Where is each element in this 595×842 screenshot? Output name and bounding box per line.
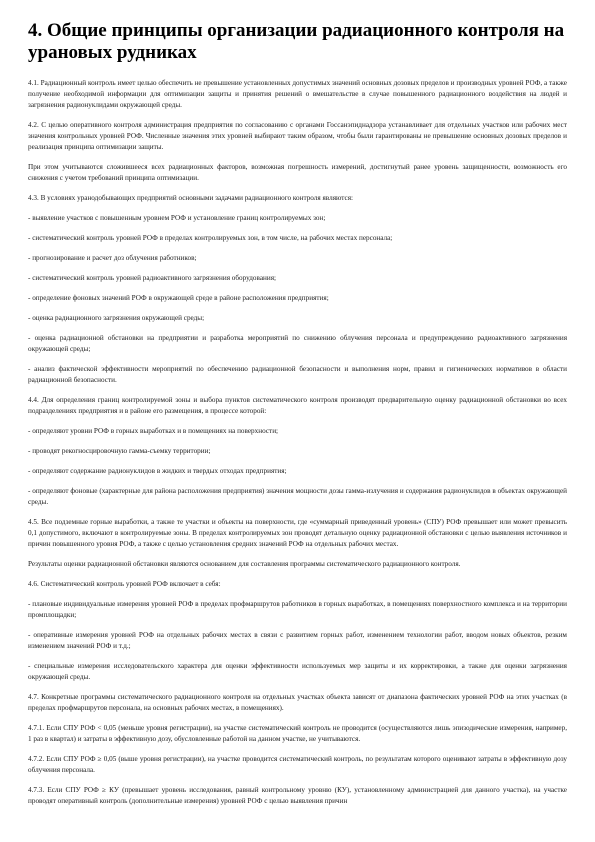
paragraph: 4.7.1. Если СПУ РОФ < 0,05 (меньше уровня регистрации), на участке систематический контроль не проводится (осуществляются лишь эпизодические измерения, например, 1 раз в квартал) и затраты в эффективную дозу, обусловленные работой на данном участке, не учитываются.: [28, 724, 567, 743]
document-body: [28, 78, 567, 807]
list-item: - оперативные измерения уровней РОФ на отдельных рабочих местах в связи с развитием горных работ, изменением технологии работ, вводом новых объектов, резким изменением значений РОФ и т.д.;: [28, 631, 567, 650]
paragraph: 4.5. Все подземные горные выработки, а также те участки и объекты на поверхности, где «суммарный приведенный уровень» (СПУ) РОФ превышает или может превысить 0,1 допустимого, включают в контролируемые зоны. В пределах контролируемых зон проводят детальную оценку радиационной обстановки с целью выявления источников и причин повышенного уровня РОФ, а также с целью установления средних значений РОФ на отдельных рабочих местах.: [28, 518, 567, 548]
paragraph: 4.7. Конкретные программы систематического радиационного контроля на отдельных участках объекта зависят от диапазона фактических уровней РОФ на этих участках (в пределах профмаршрутов персонала, на основных рабочих местах, в помещениях).: [28, 693, 567, 712]
list-item: - систематический контроль уровней РОФ в пределах контролируемых зон, в том числе, на рабочих местах персонала;: [28, 234, 393, 242]
paragraph: 4.2. С целью оперативного контроля администрация предприятия по согласованию с органами Госсанэпиднадзора устанавливает для отдельных участков или рабочих мест значения контрольных уровней РОФ. Численные значения этих уровней выбирают таким образом, чтобы были гарантированы не превышение основных дозовых пределов и реализация принципа оптимизации защиты.: [28, 121, 567, 151]
list-item: - специальные измерения исследовательского характера для оценки эффективности используемых мер защиты и их корректировки, а также для оценки загрязнения окружающей среды.: [28, 662, 567, 681]
list-item: - оценка радиационной обстановки на предприятии и разработка мероприятий по снижению облучения персонала и предупреждению радиоактивного загрязнения окружающей среды;: [28, 334, 567, 353]
list-item: - прогнозирование и расчет доз облучения работников;: [28, 254, 197, 262]
list-item: - определение фоновых значений РОФ в окружающей среде в районе расположения предприятия;: [28, 294, 329, 302]
paragraph: 4.3. В условиях уранодобывающих предприятий основными задачами радиационного контроля являются:: [28, 194, 353, 202]
paragraph: 4.4. Для определения границ контролируемой зоны и выбора пунктов систематического контроля производят предварительную оценку радиационной обстановки во всех подразделениях предприятия и в районе его размещения, в процессе которой:: [28, 396, 567, 415]
paragraph: 4.7.3. Если СПУ РОФ ≥ КУ (превышает уровень исследования, равный контрольному уровню (КУ), установленному администрацией для данного участка), на участке проводят оперативный контроль (дополнительные измерения) уровней РОФ с целью выявления причин: [28, 786, 567, 805]
list-item: - проводят рекогносцировочную гамма-съемку территории;: [28, 447, 211, 455]
list-item: - выявление участков с повышенным уровнем РОФ и установление границ контролируемых зон;: [28, 214, 326, 222]
document-title: 4. Общие принципы организации радиационного контроля на урановых рудниках: [28, 20, 565, 63]
list-item: - определяют уровни РОФ в горных выработках и в помещениях на поверхности;: [28, 427, 279, 435]
list-item: - систематический контроль уровней радиоактивного загрязнения оборудования;: [28, 274, 277, 282]
paragraph: 4.7.2. Если СПУ РОФ ≥ 0,05 (выше уровня регистрации), на участке проводится систематический контроль, по результатам которого оценивают затраты в эффективную дозу облучения персонала.: [28, 755, 567, 774]
list-item: - определяют содержание радионуклидов в жидких и твердых отходах предприятия;: [28, 467, 287, 475]
list-item: - оценка радиационного загрязнения окружающей среды;: [28, 314, 205, 322]
list-item: - определяют фоновые (характерные для района расположения предприятия) значения мощности дозы гамма-излучения и содержания радионуклидов в объектах окружающей среды.: [28, 487, 567, 506]
list-item: - плановые индивидуальные измерения уровней РОФ в пределах профмаршрутов работников в горных выработках, в помещениях поверхностного комплекса и на территории промплощадки;: [28, 600, 567, 619]
paragraph: Результаты оценки радиационной обстановки являются основанием для составления программы систематического радиационного контроля.: [28, 560, 461, 568]
paragraph: 4.1. Радиационный контроль имеет целью обеспечить не превышение установленных допустимых значений основных дозовых пределов и производных уровней РОФ, а также получение необходимой информации для оптимизации защиты и принятия решений о вмешательстве в случае повышенного радиационного воздействия на людей и загрязнения радионуклидами окружающей среды.: [28, 79, 567, 109]
paragraph: При этом учитываются сложившееся всех радиационных факторов, возможная погрешность измерений, достигнутый ранее уровень защищенности, возможность его снижения с учетом требований принципа оптимизации.: [28, 163, 567, 182]
paragraph: 4.6. Систематический контроль уровней РОФ включает в себя:: [28, 580, 221, 588]
list-item: - анализ фактической эффективности мероприятий по обеспечению радиационной безопасности и выполнения норм, правил и гигиенических нормативов в области радиационной безопасности.: [28, 365, 567, 384]
